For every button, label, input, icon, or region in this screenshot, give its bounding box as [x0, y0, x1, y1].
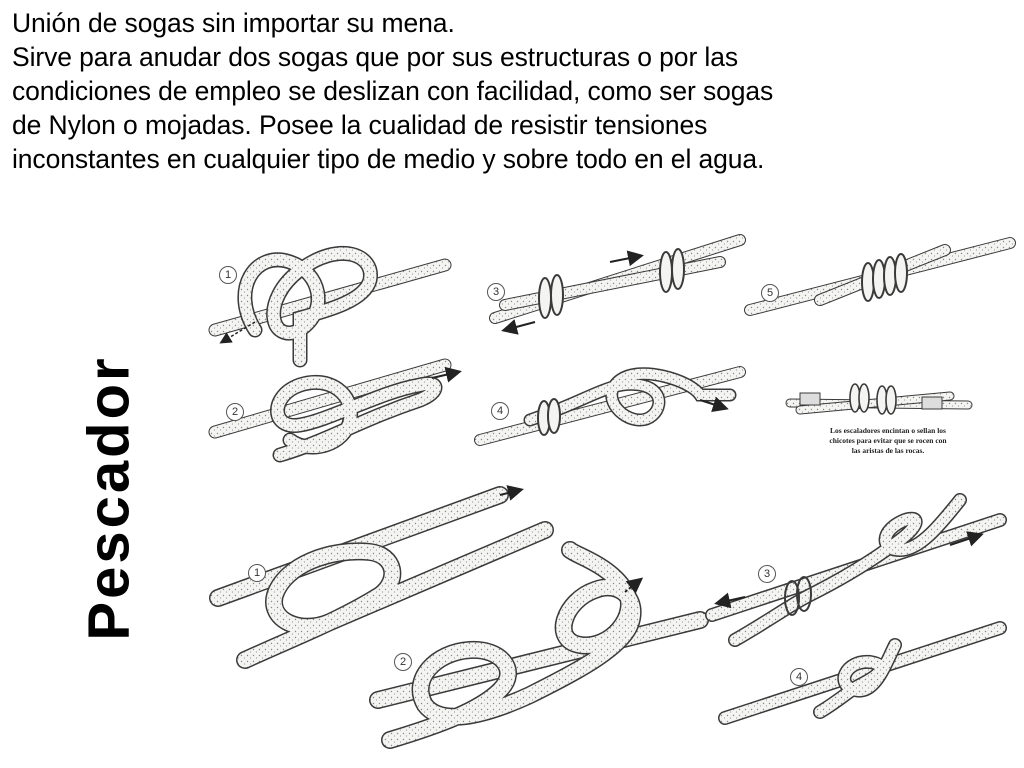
upper-step-1-drawing — [215, 253, 445, 360]
upper-step-4-number: 4 — [491, 402, 509, 420]
upper-step-5-drawing — [750, 243, 1010, 310]
climbers-caption — [808, 426, 968, 456]
lower-step-2-number: 2 — [394, 653, 412, 671]
lower-step-1-drawing — [218, 490, 545, 660]
caption-line-2: chicotes para evitar que se rocen con — [829, 436, 947, 445]
upper-step-1-number: 1 — [219, 266, 237, 284]
lower-step-4-drawing — [725, 628, 1000, 718]
upper-step-2-drawing — [215, 365, 458, 455]
lower-step-4-number: 4 — [790, 668, 808, 686]
lower-step-1-number: 1 — [248, 564, 266, 582]
caption-line-3: las aristas de las rocas. — [851, 446, 925, 455]
intro-line-5: inconstantes en cualquier tipo de medio y sobre todo en el agua. — [12, 144, 765, 174]
intro-line-1: Unión de sogas sin importar su mena. — [12, 8, 455, 38]
intro-line-3: condiciones de empleo se deslizan con facilidad, como ser sogas — [12, 76, 774, 106]
upper-step-2-number: 2 — [226, 403, 244, 421]
knot-title: Pescador — [77, 355, 142, 641]
intro-line-4: de Nylon o mojadas. Posee la cualidad de resistir tensiones — [12, 110, 708, 140]
lower-step-3-drawing — [712, 500, 1000, 640]
intro-line-2: Sirve para anudar dos sogas que por sus estructuras o por las — [12, 42, 739, 72]
upper-step-3-number: 3 — [487, 283, 505, 301]
taped-ends-drawing — [790, 384, 968, 414]
lower-step-3-number: 3 — [758, 565, 776, 583]
upper-step-5-number: 5 — [761, 284, 779, 302]
caption-line-1: Los escaladores encintan o sellan los — [830, 426, 946, 435]
upper-step-3-drawing — [495, 240, 740, 330]
upper-step-4-drawing — [480, 372, 740, 440]
